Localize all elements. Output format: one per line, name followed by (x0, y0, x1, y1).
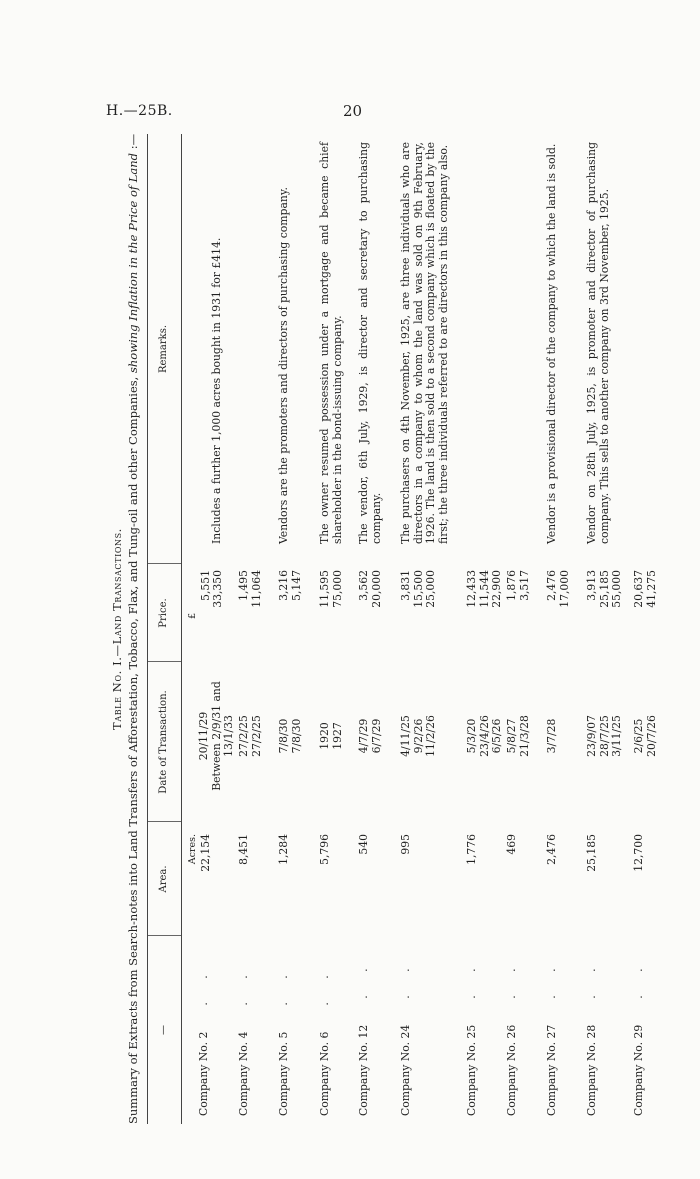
company-name: Company No. 12 (357, 1024, 370, 1116)
price-value: 55,000 (610, 570, 624, 608)
price-value: 25,185 (597, 570, 611, 608)
area-value: 25,185 (585, 834, 598, 872)
company-cell (546, 936, 559, 1116)
area-value: 540 (357, 834, 370, 855)
date-value: 27/2/25 (237, 715, 250, 757)
area-cell (546, 834, 559, 932)
company-name: Company No. 5 (277, 1031, 290, 1116)
area-units-label: Acres. (187, 834, 198, 865)
date-cell (546, 656, 559, 816)
area-cell (278, 834, 291, 932)
price-cell (506, 570, 531, 662)
date-value: 6/5/26 (490, 718, 504, 754)
area-value: 8,451 (237, 834, 250, 865)
price-value: 15,500 (411, 570, 425, 608)
subtitle-main: Summary of Extracts from Search-notes into Land Transfers of Afforestation, Tobacco, Flax, and Tung-oil and other Companies, (126, 376, 140, 1124)
dot-leaders: . . (237, 965, 250, 1006)
table-row (358, 134, 398, 1124)
date-value: 1927 (330, 722, 344, 750)
dot-leaders: . . (505, 958, 518, 999)
price-value: 3,216 (277, 570, 290, 601)
dot-leaders: . . (357, 958, 370, 999)
table-row (319, 134, 359, 1124)
date-value: 1920 (318, 722, 331, 750)
area-cell (586, 834, 599, 932)
price-value: 25,000 (424, 570, 438, 608)
price-value: 11,544 (477, 570, 491, 608)
date-value: 3/11/25 (610, 715, 624, 757)
area-value: 995 (399, 834, 412, 855)
remarks-cell: The owner resumed possession under a mortgage and became chief shareholder in the bond-issuing company. (318, 142, 344, 544)
date-cell (278, 656, 303, 816)
company-cell (319, 936, 332, 1116)
column-header-date: Date of Transaction. (158, 690, 169, 794)
company-cell (633, 936, 646, 1116)
date-cell (400, 656, 438, 816)
date-cell (358, 656, 383, 816)
price-value: 17,000 (557, 570, 571, 608)
company-cell (506, 936, 519, 1116)
area-value: 469 (505, 834, 518, 855)
subtitle-end: :— (126, 133, 140, 150)
remarks-cell: Includes a further 1,000 acres bought in 1931 for £414. (209, 237, 223, 544)
date-cell (586, 656, 624, 816)
price-value: 1,495 (237, 570, 250, 601)
area-cell (319, 834, 332, 932)
company-cell (358, 936, 371, 1116)
company-cell (400, 936, 413, 1116)
date-value: 20/11/29 (197, 711, 210, 761)
price-units-label: £ (187, 612, 198, 620)
area-cell (633, 834, 646, 932)
date-cell (238, 656, 263, 816)
date-value: 3/7/28 (545, 718, 558, 754)
price-value: 1,876 (505, 570, 518, 601)
date-value: 11/2/26 (424, 715, 438, 757)
table-row (633, 134, 673, 1124)
dot-leaders: . . (277, 965, 290, 1006)
date-value: 4/11/25 (399, 715, 412, 757)
document-code: H.—25B. (106, 103, 173, 119)
price-value: 33,350 (211, 570, 225, 608)
table-title: Table No. I.—Land Transactions. (110, 528, 124, 730)
price-cell (466, 570, 504, 662)
area-cell (358, 834, 371, 932)
remarks-cell: Vendors are the promoters and directors of purchasing company. (277, 187, 290, 544)
date-value: 13/1/33 (222, 715, 236, 757)
remarks-cell: Vendor is a provisional director of the company to which the land is sold. (545, 143, 558, 544)
area-value: 12,700 (632, 834, 645, 872)
header-top-rule (147, 134, 148, 1124)
price-value: 11,595 (318, 570, 331, 608)
price-value: 41,275 (644, 570, 658, 608)
price-cell (358, 570, 383, 662)
table-row (466, 134, 506, 1124)
date-value: 4/7/29 (357, 718, 370, 754)
company-name: Company No. 2 (197, 1031, 210, 1116)
date-cell (319, 656, 344, 816)
remarks-cell: Vendor on 28th July, 1925, is promoter and director of purchasing company. This sells to another company on 3rd November, 1925. (585, 142, 611, 544)
date-value: 23/4/26 (477, 715, 491, 757)
date-cell (198, 656, 236, 816)
page-number: 20 (343, 102, 363, 120)
dot-leaders: . . (197, 965, 210, 1006)
price-value: 2,476 (545, 570, 558, 601)
price-cell (586, 570, 624, 662)
area-value: 5,796 (318, 834, 331, 865)
price-value: 3,913 (585, 570, 598, 601)
date-value: 7/8/30 (289, 718, 303, 754)
column-header-company: — (158, 1025, 169, 1035)
table-row (506, 134, 546, 1124)
date-value: 7/8/30 (277, 718, 290, 754)
table-row (278, 134, 318, 1124)
company-cell (586, 936, 599, 1116)
table-row (187, 134, 238, 1124)
column-header-remarks: Remarks. (158, 324, 169, 374)
date-value: 23/9/07 (585, 715, 598, 757)
company-name: Company No. 25 (465, 1024, 478, 1116)
table-row (546, 134, 586, 1124)
company-name: Company No. 29 (632, 1024, 645, 1116)
column-header-price: Price. (158, 598, 169, 628)
date-cell (466, 656, 504, 816)
table-row (586, 134, 626, 1124)
table-subtitle (126, 134, 140, 1124)
price-value: 3,517 (517, 570, 531, 601)
date-value: 20/7/26 (644, 715, 658, 757)
area-value: 1,284 (277, 834, 290, 865)
price-cell (278, 570, 303, 662)
table-row (399, 134, 450, 1124)
remarks-cell: The vendor, 6th July, 1929, is director and secretary to purchasing company. (357, 142, 383, 544)
date-cell (633, 656, 658, 816)
subtitle-italic: showing Inflation in the Price of Land (126, 152, 140, 374)
company-name: Company No. 26 (505, 1024, 518, 1116)
date-value: 5/8/27 (505, 718, 518, 754)
date-value: 28/7/25 (597, 715, 611, 757)
date-cell (506, 656, 531, 816)
company-name: Company No. 4 (237, 1031, 250, 1116)
date-value: 2/6/25 (632, 718, 645, 754)
dot-leaders: . . (399, 958, 412, 999)
price-cell (238, 570, 263, 662)
price-cell (319, 570, 344, 662)
remarks-cell: The purchasers on 4th November, 1925, are three individuals who are directors in a company to whom the land was sold on 9th February, 1926. The land is then sold to a second company which is floated by the first; the three individuals referred to are directors in this company also. (399, 142, 450, 544)
dot-leaders: . . (465, 958, 478, 999)
area-cell (466, 834, 479, 932)
area-cell (238, 834, 251, 932)
date-value: Between 2/9/31 and (209, 681, 223, 791)
area-cell (506, 834, 519, 932)
price-value: 5,551 (198, 570, 212, 601)
date-value: 6/7/29 (369, 718, 383, 754)
company-name: Company No. 27 (545, 1024, 558, 1116)
area-value: 1,776 (465, 834, 478, 865)
dot-leaders: . . (585, 958, 598, 999)
price-value: 12,433 (465, 570, 478, 608)
price-cell (400, 570, 438, 662)
price-cell (633, 570, 658, 662)
table-row (238, 134, 278, 1124)
price-value: 75,000 (330, 570, 344, 608)
company-cell (278, 936, 291, 1116)
area-cell (400, 834, 413, 932)
area-value: 22,154 (198, 834, 212, 872)
price-value: 11,064 (249, 570, 263, 608)
dot-leaders: . . (632, 958, 645, 999)
company-cell (238, 936, 251, 1116)
dot-leaders: . . (545, 958, 558, 999)
price-cell (546, 570, 571, 662)
company-name: Company No. 6 (318, 1031, 331, 1116)
company-cell (466, 936, 479, 1116)
rotated-table-page (108, 133, 658, 1124)
date-value: 21/3/28 (517, 715, 531, 757)
price-value: 3,562 (357, 570, 370, 601)
header-bottom-rule (181, 134, 182, 1124)
price-value: 22,900 (490, 570, 504, 608)
date-value: 9/2/26 (411, 718, 425, 754)
company-name: Company No. 28 (585, 1024, 598, 1116)
area-cell (187, 834, 212, 932)
area-value: 2,476 (545, 834, 558, 865)
company-cell (198, 936, 211, 1116)
price-value: 20,637 (632, 570, 645, 608)
price-value: 5,147 (289, 570, 303, 601)
price-cell (187, 570, 225, 662)
column-header-area: Area. (158, 865, 169, 893)
price-value: 3,831 (399, 570, 412, 601)
date-value: 5/3/20 (465, 718, 478, 754)
date-value: 27/2/25 (249, 715, 263, 757)
company-name: Company No. 24 (399, 1024, 412, 1116)
dot-leaders: . . (318, 965, 331, 1006)
price-value: 20,000 (369, 570, 383, 608)
